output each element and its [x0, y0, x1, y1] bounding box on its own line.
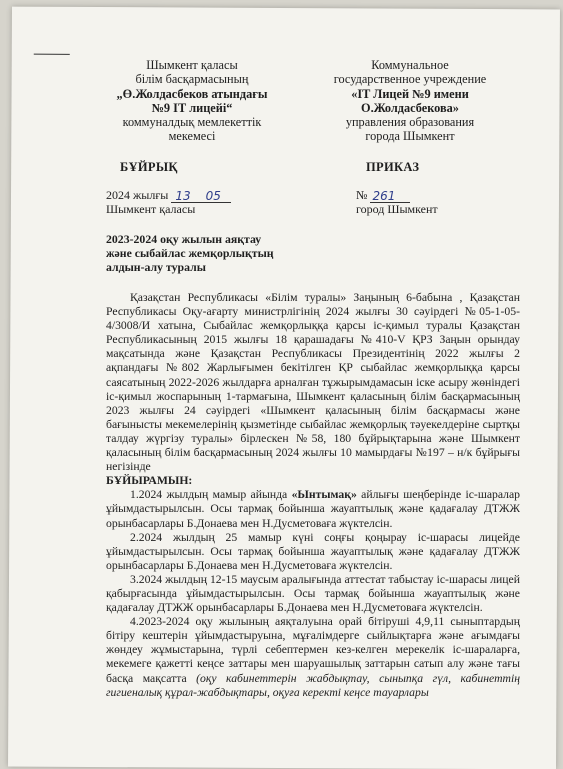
date-month: 05	[205, 189, 221, 203]
header-left-line: №9 ІТ лицейі“	[151, 100, 233, 115]
city-russian: город Шымкент	[356, 202, 438, 216]
subject-line: алдын-алу туралы	[106, 260, 206, 274]
header-left-line: білім басқармасының	[135, 72, 249, 87]
paragraph-2: 2.2024 жылдың 25 мамыр күні соңғы қоңырау іс-шарасы лицейде ұйымдастырылсын. Осы тармақ бойынша жауаптылық және қадағалау ДТЖЖ орынбасарлары Б.Донаева мен Н.Дусметоваға жүктелсін.	[106, 530, 520, 572]
order-word: БҰЙЫРАМЫН	[106, 474, 189, 488]
header-right-line: управления образования	[345, 115, 475, 130]
number-line	[356, 188, 410, 203]
order-word-line: БҰЙЫРАМЫН:	[106, 474, 193, 488]
header-left-line: мекемесі	[168, 129, 216, 144]
order-number: 261	[372, 189, 396, 203]
date-line	[106, 188, 231, 203]
header-left-line: коммуналдық мемлекеттік	[122, 115, 262, 130]
paragraph-1: 1.2024 жылдың мамыр айында «Ынтымақ» айлығы шеңберінде іс-шаралар ұйымдастырылсын. Осы тармақ бойынша жауаптылық және қадағалау ДТЖЖ орынбасарлары Б.Донаева мен Н.Дусметоваға жүктелсін.	[106, 488, 521, 530]
paragraph-3: 3.2024 жылдың 12-15 маусым аралығында аттестат табыстау іс-шарасы лицей қабырғасында ұйымдастырылсын. Осы тармақ бойынша жауаптылық және қадағалау ДТЖЖ орынбасарлары Б.Донаева мен Н.Дусметоваға жүктелсін.	[106, 572, 520, 615]
preamble-paragraph: Қазақстан Республикасы «Білім туралы» Заңының 6-бабына , Қазақстан Республикасы Оқу-ағарту министрлігінің 2024 жылғы 30 сәуірдегі №05-1-05-4/3008/И хатына, Сыбайлас жемқорлыққа қарсы іс-қимыл туралы Қазақстан Республикасының 2015 жылғы 18 қарашадағы №410-V ҚРЗ Заңын орындау мақсатында және Қазақстан Республикасы Президентінің 2022 жылғы 2 ақпандағы №802 Жарлығымен бекітілген ҚР сыбайлас жемқорлыққа қарсы саясатының 2022-2026 жылдарға арналған тұжырымдамасын іске асыру жөніндегі іс-қимыл жоспарының 1-тармағына, Шымкент қаласының білім басқармасының 2023 жылғы 24 сәуірдегі «Шымкент қаласының білім басқармасы және бағынысты мекемелерінің қызметінде сыбайлас жемқорлық тәуекелдеріне сыртқы талдау жүргізу туралы» бірлескен №58, 180 бұйрықтарына және Шымкент қаласының білім басқармасының 2024 жылғы 10 мамырдағы №197 – н/к бұйрығы негізінде	[106, 291, 520, 474]
date-prefix: 2024 жылғы	[106, 188, 169, 202]
city-kazakh: Шымкент қаласы	[106, 202, 196, 216]
subject-line: және сыбайлас жемқорлықтың	[106, 246, 274, 260]
header-left-kazakh	[92, 58, 292, 144]
doc-title-kazakh: БҰЙРЫҚ	[120, 160, 178, 174]
order-subject	[106, 232, 274, 274]
order-body	[106, 291, 520, 700]
number-field	[370, 189, 410, 203]
subject-line: 2023-2024 оқу жылын аяқтау	[106, 232, 262, 246]
header-right-line: Коммунальное	[371, 58, 449, 72]
header-left-line: Шымкент қаласы	[146, 58, 238, 72]
header-left-line: „Ө.Жолдасбеков атындағы	[116, 86, 268, 101]
doc-title-russian: ПРИКАЗ	[366, 160, 420, 174]
date-day: 13	[175, 189, 191, 203]
header-right-line: О.Жолдасбекова»	[361, 100, 459, 115]
number-prefix: №	[356, 188, 368, 202]
paragraph-4: 4.2023-2024 оқу жылының аяқталуына орай бітіруші 4,9,11 сыныптардың бітіру кештерін ұйымдастыруына, мұғалімдерге сыйлықтарға және ағымдағы жөндеу жұмыстарына, түрлі себептермен кез-келген мерекелік іс-шараларға, мекемеге қажетті кеңсе заттары мен шаруашылық заттарын сатып алу және тағы басқа мақсатта (оқу кабинеттерін жабдықтау, сыныпқа гүл, кабинеттің гигиеналық құрал-жабдықтары, оқуға керекті кеңсе тауарлары	[106, 615, 520, 699]
margin-dash-mark	[34, 54, 70, 55]
date-field	[171, 189, 231, 203]
header-right-line: государственное учреждение	[333, 72, 487, 87]
header-right-line: «IT Лицей №9 имени	[351, 86, 469, 101]
header-right-line: города Шымкент	[365, 129, 455, 144]
header-right-russian	[312, 58, 508, 144]
